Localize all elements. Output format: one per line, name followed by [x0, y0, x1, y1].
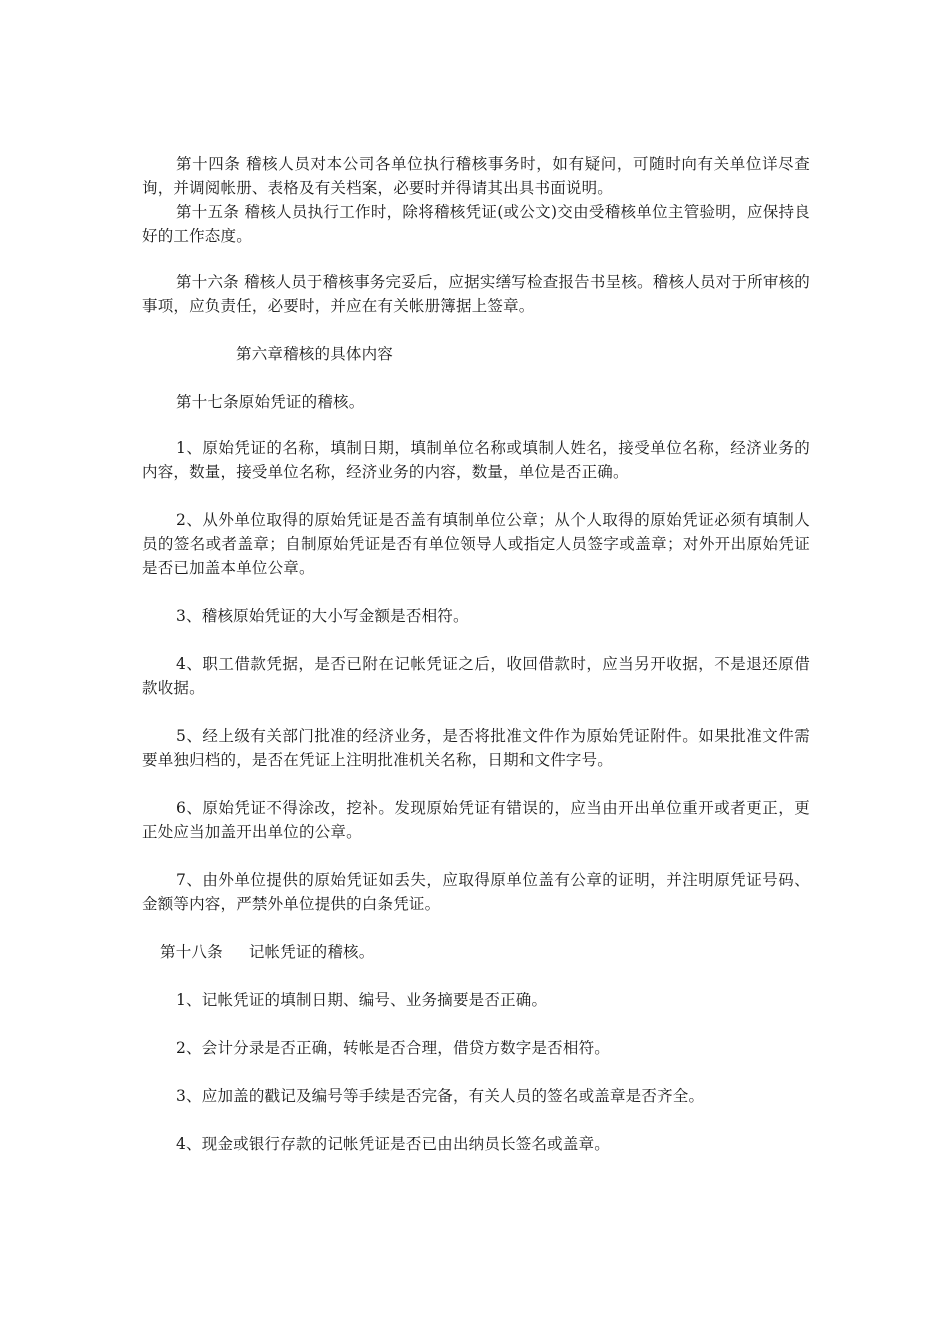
chapter-heading: 第六章稽核的具体内容 — [236, 345, 394, 363]
article-16-paragraph: 第十六条 稽核人员于稽核事务完妥后，应据实缮写检查报告书呈核。稽核人员对于所审核的事项，应负责任，必要时，并应在有关帐册簿据上签章。 — [142, 273, 810, 315]
article-14-paragraph: 第十四条 稽核人员对本公司各单位执行稽核事务时，如有疑问，可随时向有关单位详尽查询，并调阅帐册、表格及有关档案，必要时并得请其出具书面说明。 — [142, 155, 810, 197]
article-17-item-7: 7、由外单位提供的原始凭证如丢失，应取得原单位盖有公章的证明，并注明原凭证号码、金额等内容，严禁外单位提供的白条凭证。 — [142, 871, 810, 913]
article-18-item-2: 2、会计分录是否正确，转帐是否合理，借贷方数字是否相符。 — [176, 1039, 610, 1057]
article-18-title — [160, 940, 374, 964]
article-17-item-3: 3、稽核原始凭证的大小写金额是否相符。 — [176, 607, 469, 625]
article-18-item-3: 3、应加盖的戳记及编号等手续是否完备，有关人员的签名或盖章是否齐全。 — [176, 1087, 705, 1105]
article-18-number: 第十八条 — [160, 943, 223, 961]
article-17-item-6: 6、原始凭证不得涂改，挖补。发现原始凭证有错误的，应当由开出单位重开或者更正，更正处应当加盖开出单位的公章。 — [142, 799, 810, 841]
article-18-heading: 记帐凭证的稽核。 — [248, 943, 375, 961]
article-18-item-1: 1、记帐凭证的填制日期、编号、业务摘要是否正确。 — [176, 991, 548, 1009]
article-15-paragraph: 第十五条 稽核人员执行工作时，除将稽核凭证(或公文)交由受稽核单位主管验明，应保持良好的工作态度。 — [142, 203, 810, 245]
article-17-title: 第十七条原始凭证的稽核。 — [176, 393, 365, 411]
article-17-item-2: 2、从外单位取得的原始凭证是否盖有填制单位公章；从个人取得的原始凭证必须有填制人员的签名或者盖章；自制原始凭证是否有单位领导人或指定人员签字或盖章；对外开出原始凭证是否已加盖本单位公章。 — [142, 511, 810, 577]
article-18-item-4: 4、现金或银行存款的记帐凭证是否已由出纳员长签名或盖章。 — [176, 1135, 610, 1153]
article-17-item-4: 4、职工借款凭据，是否已附在记帐凭证之后，收回借款时，应当另开收据，不是退还原借款收据。 — [142, 655, 810, 697]
article-17-item-1: 1、原始凭证的名称，填制日期，填制单位名称或填制人姓名，接受单位名称，经济业务的内容，数量，接受单位名称，经济业务的内容，数量，单位是否正确。 — [142, 439, 810, 481]
article-17-item-5: 5、经上级有关部门批准的经济业务，是否将批准文件作为原始凭证附件。如果批准文件需要单独归档的，是否在凭证上注明批准机关名称，日期和文件字号。 — [142, 727, 810, 769]
